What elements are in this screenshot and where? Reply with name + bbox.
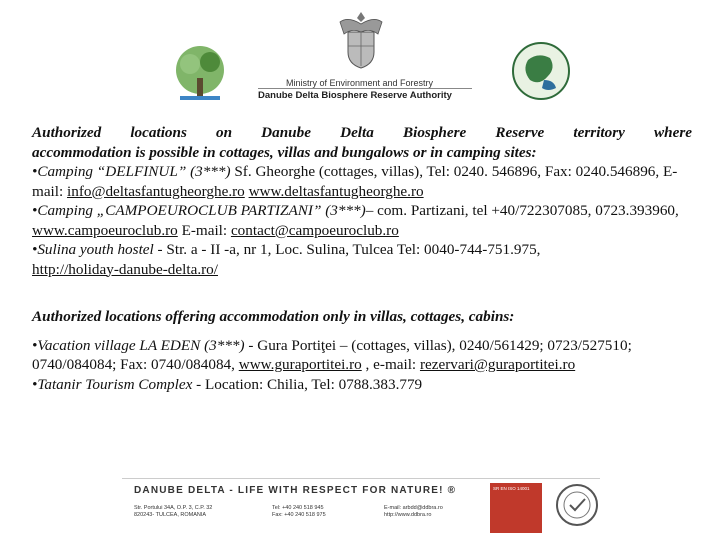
list-item-camping-delfinul bbox=[32, 162, 692, 201]
website-link[interactable]: http://holiday-danube-delta.ro/ bbox=[32, 260, 218, 278]
list-item-sulina-hostel bbox=[32, 240, 692, 279]
website-link[interactable]: www.guraportitei.ro bbox=[238, 356, 362, 373]
item-details: - Location: Chilia, Tel: 0788.383.779 bbox=[192, 375, 423, 393]
email-link[interactable]: contact@campoeuroclub.ro bbox=[230, 221, 399, 239]
romanian-coat-of-arms-icon bbox=[334, 8, 388, 72]
ministry-name: Ministry of Environment and Forestry bbox=[286, 78, 434, 88]
section1-heading-line1: Authorized locations on Danube Delta Biosphere Reserve territory where bbox=[32, 124, 692, 141]
authority-name: Danube Delta Biosphere Reserve Authority bbox=[258, 90, 452, 101]
footer-address bbox=[134, 505, 212, 519]
item-name: •Vacation village LA EDEN (3***) bbox=[32, 336, 245, 354]
main-content bbox=[32, 123, 692, 394]
certification-badge bbox=[490, 483, 542, 533]
page-footer bbox=[122, 478, 600, 541]
item-name: •Sulina youth hostel bbox=[32, 241, 154, 258]
website-link[interactable]: www.campoeuroclub.ro bbox=[32, 221, 178, 239]
email-link[interactable]: info@deltasfantugheorghe.ro bbox=[67, 182, 245, 200]
item-details: - Str. a - II -a, nr 1, Loc. Sulina, Tulcea Tel: 0040-744-751.975, bbox=[153, 241, 541, 258]
footer-contact bbox=[384, 505, 443, 519]
tree-logo-icon bbox=[168, 40, 232, 104]
cert-label: SR EN ISO 14001 bbox=[493, 486, 530, 491]
tel-line: Tel: +40 240 518 945 bbox=[272, 505, 324, 511]
spacer bbox=[32, 279, 692, 307]
globe-logo-icon bbox=[510, 40, 572, 102]
item-name: •Camping „CAMPOEUROCLUB PARTIZANI” (3***) bbox=[32, 202, 366, 219]
email-link[interactable]: rezervari@guraportitei.ro bbox=[419, 356, 576, 373]
list-item-tatanir bbox=[32, 375, 692, 395]
email-label: E-mail: bbox=[177, 221, 231, 239]
item-details: Sf. Gheorghe (cottages, villas), Tel: 0240. 546896, Fax: 0240.546896, E-mail: bbox=[32, 163, 678, 200]
certification-seal-icon bbox=[554, 481, 600, 533]
header-divider bbox=[258, 88, 472, 89]
item-name: •Tatanir Tourism Complex bbox=[32, 375, 193, 393]
address-line2: 820243- TULCEA, ROMANIA bbox=[134, 512, 207, 518]
footer-email[interactable]: E-mail: arbdd@ddbra.ro bbox=[384, 505, 443, 511]
list-item-campoeuroclub bbox=[32, 201, 692, 240]
fax-line: Fax: +40 240 518 975 bbox=[272, 512, 326, 518]
page-header bbox=[0, 0, 720, 112]
section2-heading: Authorized locations offering accommodation only in villas, cottages, cabins: bbox=[32, 308, 515, 325]
footer-phone bbox=[272, 505, 326, 519]
item-name: •Camping “DELFINUL” (3***) bbox=[32, 163, 231, 180]
list-item-la-eden bbox=[32, 336, 692, 375]
address-line1: Str. Portului 34A, O.P. 3, C.P. 32 bbox=[134, 505, 213, 511]
email-label: , e-mail: bbox=[361, 356, 420, 373]
item-details: – com. Partizani, tel +40/722307085, 0723.393960, bbox=[365, 202, 679, 219]
section1-heading-line2: accommodation is possible in cottages, villas and bungalows or in camping sites: bbox=[32, 143, 537, 161]
footer-slogan: DANUBE DELTA - LIFE WITH RESPECT FOR NATURE! ® bbox=[134, 485, 457, 496]
spacer bbox=[32, 327, 692, 336]
website-link[interactable]: www.deltasfantugheorghe.ro bbox=[248, 182, 424, 200]
footer-web[interactable]: http://www.ddbra.ro bbox=[384, 512, 432, 518]
item-details: - Gura Portiţei – (cottages, villas), 0240/561429; 0723/527510; 0740/084084; Fax: 0740/084084, bbox=[32, 336, 632, 373]
